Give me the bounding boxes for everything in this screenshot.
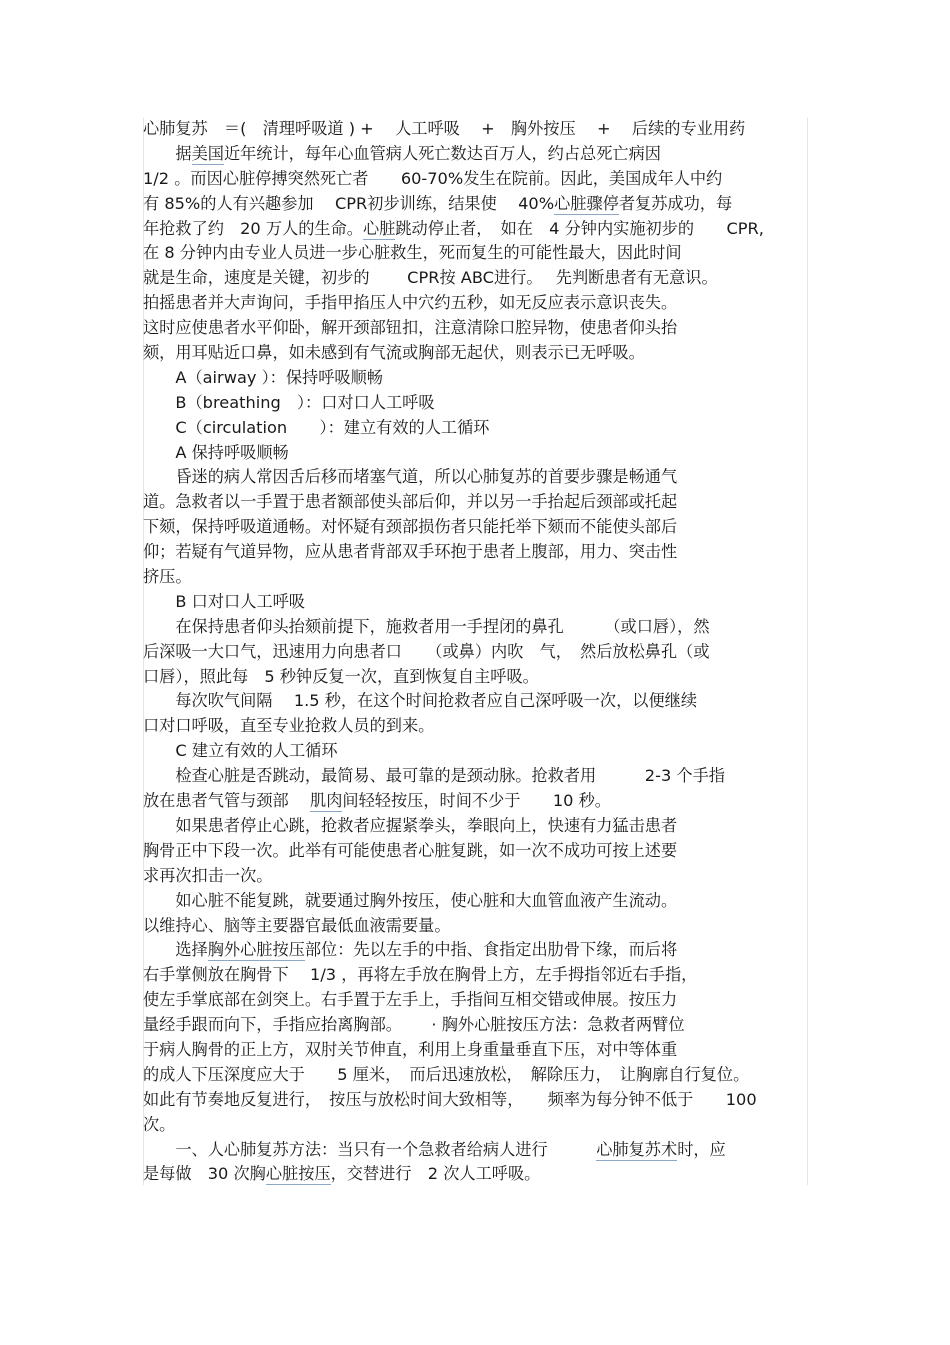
text-run: ，交替进行 2 次人工呼吸。 — [330, 1164, 541, 1184]
text-run: 跳动停止者， 如在 4 分钟内实施初步的 CPR, — [395, 218, 764, 238]
text-run: 近年统计，每年心血管病人死亡数达百万人，约占总死亡病因 — [223, 143, 661, 163]
text-run: 道。急救者以一手置于患者额部使头部后仰，并以另一手抬起后颈部或托起 — [143, 492, 678, 512]
text-run: 挤压。 — [143, 567, 192, 587]
text-run: 仰；若疑有气道异物，应从患者背部双手环抱于患者上腹部，用力、突击性 — [143, 542, 678, 562]
text-run: 口唇），照此每 5 秒钟反复一次，直到恢复自主呼吸。 — [143, 666, 539, 686]
text-run: 间轻轻按压，时间不少于 10 秒。 — [342, 791, 611, 811]
text-line — [143, 291, 811, 316]
text-run: 后深吸一大口气，迅速用力向患者口 （或鼻）内吹 气， 然后放松鼻孔（或 — [143, 641, 710, 661]
text-run: B（breathing ）：口对口人工呼吸 — [143, 392, 435, 412]
text-run: 一、人心肺复苏方法：当只有一个急救者给病人进行 — [143, 1139, 597, 1159]
text-run: 时，应 — [677, 1139, 726, 1159]
text-line — [143, 889, 811, 914]
text-run: 在 8 分钟内由专业人员进一步心脏救生，死而复生的可能性最大，因此时间 — [143, 243, 682, 263]
text-line — [143, 963, 811, 988]
text-run: A 保持呼吸顺畅 — [143, 442, 289, 462]
text-line — [143, 167, 811, 192]
text-line — [143, 565, 811, 590]
text-line — [143, 1063, 811, 1088]
text-line — [143, 465, 811, 490]
text-line — [143, 640, 811, 665]
text-run: 如果患者停止心跳，抢救者应握紧拳头，拳眼向上，快速有力猛击患者 — [143, 815, 678, 835]
text-run: 使左手掌底部在剑突上。右手置于左手上，手指间互相交错或伸展。按压力 — [143, 990, 678, 1010]
text-line — [143, 117, 811, 142]
text-run: 在保持患者仰头抬颏前提下，施救者用一手捏闭的鼻孔 （或口唇），然 — [143, 616, 710, 636]
text-run: B 口对口人工呼吸 — [143, 591, 305, 611]
text-run: 胸骨正中下段一次。此举有可能使患者心脏复跳，如一次不成功可按上述要 — [143, 840, 678, 860]
text-line — [143, 515, 811, 540]
text-run: 有 85%的人有兴趣参加 CPR初步训练，结果使 40% — [143, 193, 555, 213]
text-line — [143, 764, 811, 789]
text-run: 的成人下压深度应大于 5 厘米， 而后迅速放松， 解除压力， 让胸廓自行复位。 — [143, 1064, 750, 1084]
text-line — [143, 1138, 811, 1163]
text-line — [143, 714, 811, 739]
text-run: 者复苏成功，每 — [618, 193, 733, 213]
document-body — [143, 117, 811, 1187]
text-line — [143, 416, 811, 441]
text-run: 这时应使患者水平仰卧，解开颈部钮扣，注意清除口腔异物，使患者仰头抬 — [143, 318, 678, 338]
text-line — [143, 142, 811, 167]
hyperlink-term[interactable]: 肌肉 — [310, 791, 343, 811]
text-run: 是每做 30 次胸 — [143, 1164, 266, 1184]
text-line — [143, 366, 811, 391]
text-line — [143, 864, 811, 889]
text-run: 检查心脏是否跳动，最简易、最可靠的是颈动脉。抢救者用 2-3 个手指 — [143, 766, 725, 786]
text-run: 就是生命，速度是关键，初步的 CPR按 ABC进行。 先判断患者有无意识。 — [143, 268, 718, 288]
hyperlink-term[interactable]: 心脏 — [363, 218, 396, 238]
text-line — [143, 266, 811, 291]
text-run: 颏，用耳贴近口鼻，如未感到有气流或胸部无起伏，则表示已无呼吸。 — [143, 343, 645, 363]
text-run: 部位：先以左手的中指、食指定出肋骨下缘，而后将 — [304, 940, 678, 960]
text-line — [143, 814, 811, 839]
hyperlink-term[interactable]: 胸外心脏按压 — [207, 940, 305, 960]
text-run: 1/2 。而因心脏停搏突然死亡者 60-70%发生在院前。因此，美国成年人中约 — [143, 168, 723, 188]
text-run: C 建立有效的人工循环 — [143, 741, 338, 761]
text-line — [143, 341, 811, 366]
hyperlink-term[interactable]: 心脏骤停 — [554, 193, 619, 213]
hyperlink-term[interactable]: 心脏按压 — [265, 1164, 331, 1184]
text-line — [143, 689, 811, 714]
text-run: 心肺复苏 ＝( 清理呼吸道 ) + 人工呼吸 + 胸外按压 + 后续的专业用药 — [143, 119, 746, 138]
text-run: 昏迷的病人常因舌后移而堵塞气道，所以心肺复苏的首要步骤是畅通气 — [143, 467, 678, 487]
text-line — [143, 1088, 811, 1113]
text-run: 下颏，保持呼吸道通畅。对怀疑有颈部损伤者只能托举下颏而不能使头部后 — [143, 517, 678, 537]
text-run: 如此有节奏地反复进行， 按压与放松时间大致相等， 频率为每分钟不低于 100 — [143, 1089, 757, 1109]
text-line — [143, 391, 811, 416]
text-line — [143, 914, 811, 939]
text-line — [143, 739, 811, 764]
text-run: A（airway ）：保持呼吸顺畅 — [143, 367, 383, 387]
text-line — [143, 540, 811, 565]
hyperlink-term[interactable]: 心肺复苏术 — [596, 1139, 678, 1159]
text-line — [143, 988, 811, 1013]
text-line — [143, 441, 811, 466]
text-run: 选择 — [143, 940, 208, 960]
text-run: 次。 — [143, 1114, 176, 1134]
text-line — [143, 839, 811, 864]
text-line — [143, 192, 811, 217]
text-run: 右手掌侧放在胸骨下 1/3 ，再将左手放在胸骨上方，左手拇指邻近右手指， — [143, 965, 698, 985]
text-line — [143, 590, 811, 615]
text-line — [143, 665, 811, 690]
text-run: 口对口呼吸，直至专业抢救人员的到来。 — [143, 716, 435, 736]
text-line — [143, 490, 811, 515]
text-run: 于病人胸骨的正上方，双肘关节伸直，利用上身重量垂直下压，对中等体重 — [143, 1039, 678, 1059]
text-run: 求再次扣击一次。 — [143, 865, 273, 885]
text-line — [143, 316, 811, 341]
text-run: 量经手跟而向下，手指应抬离胸部。 · 胸外心脏按压方法：急救者两臂位 — [143, 1015, 685, 1035]
text-line — [143, 1162, 811, 1187]
text-line — [143, 241, 811, 266]
text-run: 据 — [143, 143, 192, 163]
text-run: 拍摇患者并大声询问，手指甲掐压人中穴约五秒，如无反应表示意识丧失。 — [143, 293, 678, 313]
text-run: 年抢救了约 20 万人的生命。 — [143, 218, 363, 238]
text-run: 以维持心、脑等主要器官最低血液需要量。 — [143, 915, 451, 935]
text-run: C（circulation ）：建立有效的人工循环 — [143, 417, 490, 437]
text-run: 放在患者气管与颈部 — [143, 791, 311, 811]
hyperlink-term[interactable]: 美国 — [191, 143, 224, 163]
text-line — [143, 1038, 811, 1063]
text-line — [143, 789, 811, 814]
text-run: 如心脏不能复跳，就要通过胸外按压，使心脏和大血管血液产生流动。 — [143, 890, 678, 910]
text-line — [143, 1113, 811, 1138]
text-line — [143, 615, 811, 640]
text-run: 每次吹气间隔 1.5 秒，在这个时间抢救者应自己深呼吸一次，以便继续 — [143, 691, 698, 711]
text-line — [143, 938, 811, 963]
text-line — [143, 217, 811, 242]
text-line — [143, 1013, 811, 1038]
